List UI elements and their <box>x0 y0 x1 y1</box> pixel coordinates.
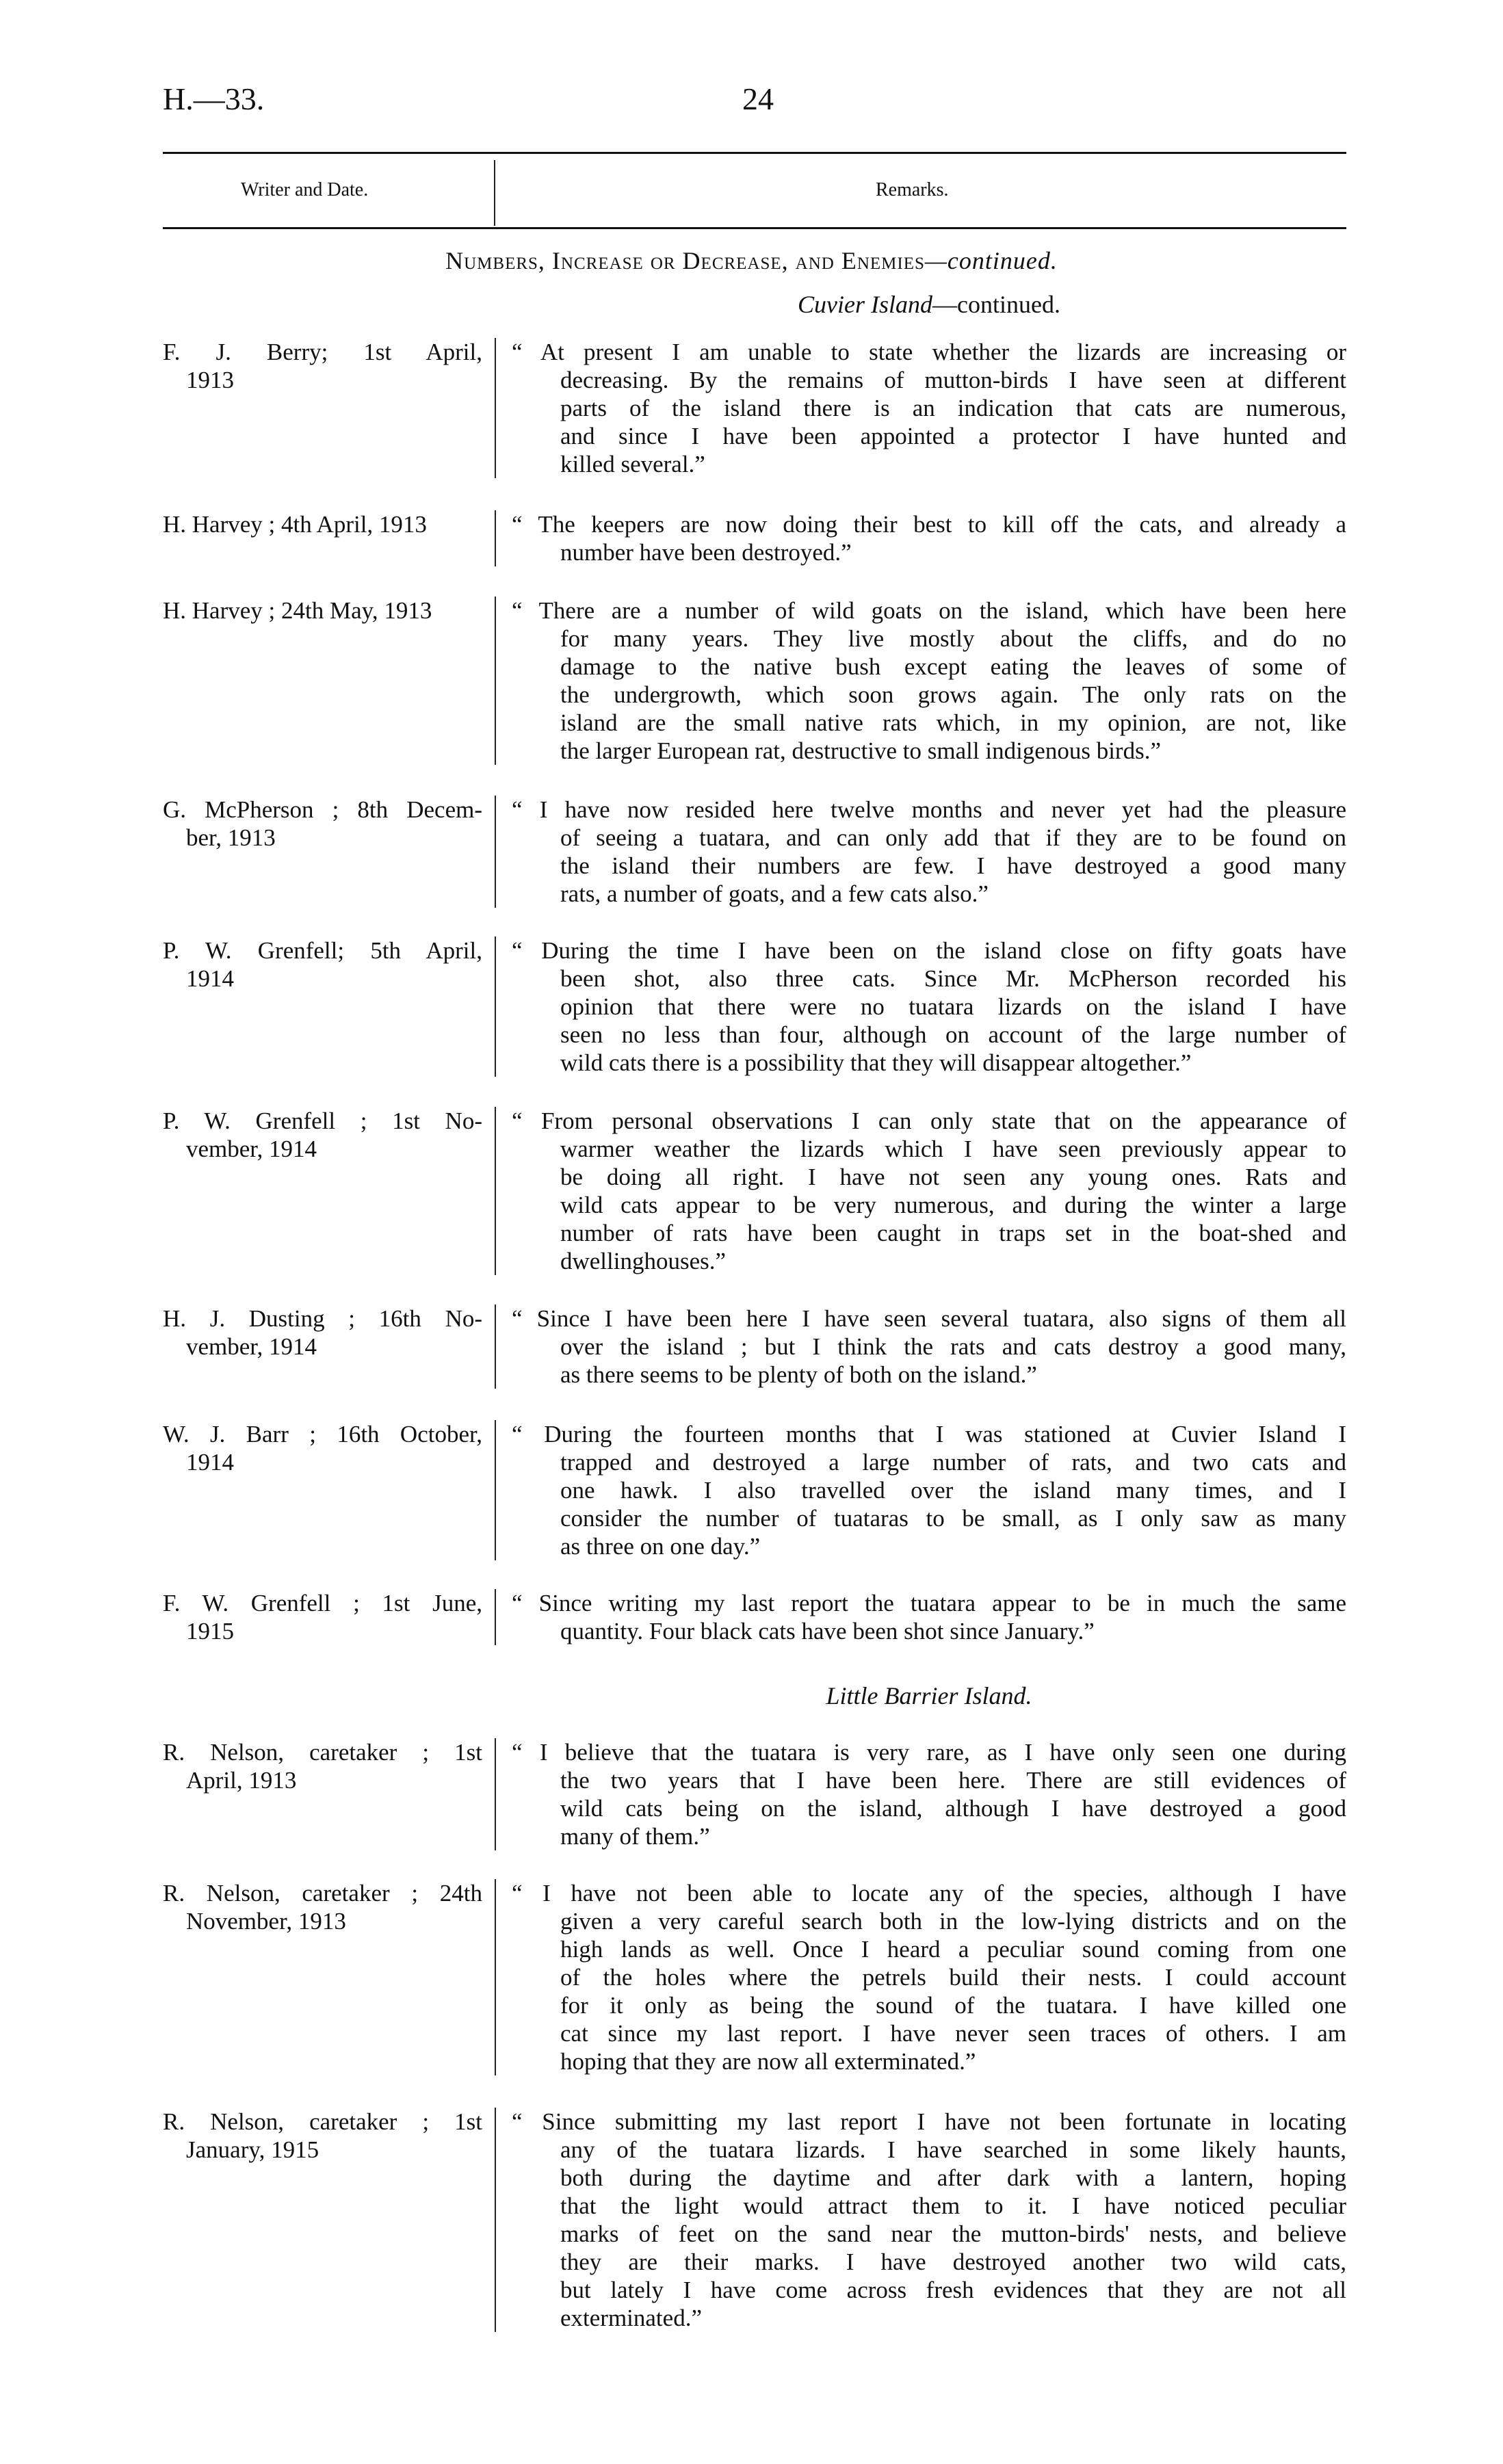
remarks-line: rats, a number of goats, and a few cats also.” <box>560 880 989 907</box>
writer-line: F. W. Grenfell ; 1st June, <box>163 1590 482 1616</box>
remarks-text <box>495 338 1346 478</box>
subheading-cuvier-italic: Cuvier Island <box>798 291 932 318</box>
header-bottom-rule <box>163 227 1346 229</box>
column-header-writer: Writer and Date. <box>241 179 369 200</box>
remarks-line: for it only as being the sound of the tuatara. I have killed one <box>560 1992 1346 2019</box>
writer-line: P. W. Grenfell ; 1st No- <box>163 1108 482 1134</box>
remarks-line: damage to the native bush except eating the leaves of some of <box>560 653 1346 680</box>
remarks-line: they are their marks. I have destroyed another two wild cats, <box>560 2249 1346 2275</box>
top-rule <box>163 152 1346 154</box>
writer-line: W. J. Barr ; 16th October, <box>163 1421 482 1447</box>
remarks-line: “ Since I have been here I have seen several tuatara, also signs of them all <box>512 1305 1346 1332</box>
remarks-line: number have been destroyed.” <box>560 539 852 566</box>
remarks-line: the undergrowth, which soon grows again. The only rats on the <box>560 681 1346 708</box>
remarks-text <box>495 796 1346 908</box>
writer-and-date <box>163 1589 482 1645</box>
remarks-line: but lately I have come across fresh evidences that they are not all <box>560 2277 1346 2303</box>
writer-and-date <box>163 796 482 852</box>
remarks-line: “ There are a number of wild goats on the island, which have been here <box>512 597 1346 624</box>
section-title <box>0 246 1503 275</box>
writer-and-date <box>163 1107 482 1163</box>
writer-and-date <box>163 1420 482 1476</box>
remarks-line: the island their numbers are few. I have destroyed a good many <box>560 852 1346 879</box>
writer-and-date <box>163 597 482 625</box>
remarks-text <box>495 936 1346 1077</box>
remarks-line: number of rats have been caught in traps set in the boat-shed and <box>560 1220 1346 1246</box>
section-title-caps: Numbers, Increase or Decrease, and Enemies <box>445 247 925 274</box>
remarks-line: both during the daytime and after dark with a lantern, hoping <box>560 2164 1346 2191</box>
remarks-line: one hawk. I also travelled over the island many times, and I <box>560 1477 1346 1504</box>
remarks-line: and since I have been appointed a protector I have hunted and <box>560 423 1346 449</box>
remarks-line: of seeing a tuatara, and can only add that if they are to be found on <box>560 824 1346 851</box>
section-title-continued: —continued. <box>924 247 1058 274</box>
writer-line: G. McPherson ; 8th Decem- <box>163 796 482 823</box>
subheading-cuvier-continued: —continued. <box>932 291 1060 318</box>
remarks-text <box>495 1420 1346 1560</box>
remarks-line: high lands as well. Once I heard a peculiar sound coming from one <box>560 1936 1346 1963</box>
remarks-line: opinion that there were no tuatara lizards on the island I have <box>560 993 1346 1020</box>
writer-and-date <box>163 936 482 993</box>
document-id: H.—33. <box>163 81 265 116</box>
remarks-line: any of the tuatara lizards. I have searched in some likely haunts, <box>560 2136 1346 2163</box>
writer-and-date <box>163 1305 482 1361</box>
remarks-line: wild cats being on the island, although I have destroyed a good <box>560 1795 1346 1822</box>
writer-line: H. Harvey ; 24th May, 1913 <box>163 597 432 624</box>
remarks-text <box>495 1738 1346 1850</box>
remarks-line: marks of feet on the sand near the mutton-birds' nests, and believe <box>560 2220 1346 2247</box>
remarks-text <box>495 1589 1346 1645</box>
remarks-text <box>495 510 1346 566</box>
remarks-text <box>495 1107 1346 1275</box>
writer-and-date <box>163 338 482 394</box>
writer-line: April, 1913 <box>186 1767 297 1794</box>
remarks-line: “ I have now resided here twelve months and never yet had the pleasure <box>512 796 1346 823</box>
remarks-line: “ During the time I have been on the island close on fifty goats have <box>512 937 1346 964</box>
remarks-line: that the light would attract them to it. I have noticed peculiar <box>560 2192 1346 2219</box>
remarks-line: the two years that I have been here. There are still evidences of <box>560 1767 1346 1794</box>
remarks-line: cat since my last report. I have never seen traces of others. I am <box>560 2020 1346 2047</box>
remarks-line: wild cats appear to be very numerous, and during the winter a large <box>560 1192 1346 1218</box>
writer-line: R. Nelson, caretaker ; 24th <box>163 1880 482 1906</box>
remarks-line: “ I have not been able to locate any of the species, although I have <box>512 1880 1346 1906</box>
remarks-text <box>495 1305 1346 1389</box>
writer-line: 1914 <box>186 965 234 992</box>
column-header-remarks: Remarks. <box>876 179 949 200</box>
remarks-line: “ Since submitting my last report I have not been fortunate in locating <box>512 2108 1346 2135</box>
writer-line: P. W. Grenfell; 5th April, <box>163 937 482 964</box>
writer-line: 1913 <box>186 367 234 393</box>
remarks-line: wild cats there is a possibility that they will disappear altogether.” <box>560 1049 1192 1076</box>
writer-line: R. Nelson, caretaker ; 1st <box>163 1739 482 1766</box>
remarks-line: hoping that they are now all exterminated.” <box>560 2048 976 2075</box>
page-number: 24 <box>742 81 774 116</box>
writer-line: F. J. Berry; 1st April, <box>163 339 482 365</box>
writer-line: R. Nelson, caretaker ; 1st <box>163 2108 482 2135</box>
writer-and-date <box>163 2108 482 2164</box>
remarks-line: parts of the island there is an indication that cats are numerous, <box>560 395 1346 421</box>
remarks-line: warmer weather the lizards which I have seen previously appear to <box>560 1136 1346 1162</box>
remarks-line: for many years. They live mostly about the cliffs, and do no <box>560 625 1346 652</box>
remarks-line: “ From personal observations I can only state that on the appearance of <box>512 1108 1346 1134</box>
writer-line: January, 1915 <box>186 2136 319 2163</box>
writer-line: ber, 1913 <box>186 824 276 851</box>
remarks-line: as there seems to be plenty of both on the island.” <box>560 1361 1037 1388</box>
remarks-line: “ During the fourteen months that I was stationed at Cuvier Island I <box>512 1421 1346 1447</box>
remarks-line: decreasing. By the remains of mutton-birds I have seen at different <box>560 367 1346 393</box>
remarks-text <box>495 1879 1346 2075</box>
remarks-line: “ At present I am unable to state whether the lizards are increasing or <box>512 339 1346 365</box>
remarks-line: as three on one day.” <box>560 1533 761 1560</box>
remarks-line: “ The keepers are now doing their best to kill off the cats, and already a <box>512 511 1346 538</box>
writer-line: H. Harvey ; 4th April, 1913 <box>163 511 427 538</box>
remarks-line: exterminated.” <box>560 2305 702 2331</box>
writer-line: H. J. Dusting ; 16th No- <box>163 1305 482 1332</box>
remarks-line: quantity. Four black cats have been shot since January.” <box>560 1618 1095 1644</box>
writer-line: vember, 1914 <box>186 1333 317 1360</box>
writer-line: 1914 <box>186 1449 234 1476</box>
remarks-line: killed several.” <box>560 451 705 477</box>
remarks-line: “ Since writing my last report the tuatara appear to be in much the same <box>512 1590 1346 1616</box>
writer-line: 1915 <box>186 1618 234 1644</box>
remarks-line: seen no less than four, although on account of the large number of <box>560 1021 1346 1048</box>
writer-and-date <box>163 1738 482 1794</box>
remarks-line: over the island ; but I think the rats and cats destroy a good many, <box>560 1333 1346 1360</box>
subheading-little-barrier-text: Little Barrier Island. <box>826 1682 1032 1709</box>
subheading-little-barrier-island <box>512 1681 1346 1710</box>
remarks-line: dwellinghouses.” <box>560 1248 727 1274</box>
remarks-text <box>495 2108 1346 2332</box>
remarks-line: island are the small native rats which, in my opinion, are not, like <box>560 709 1346 736</box>
remarks-line: of the holes where the petrels build their nests. I could account <box>560 1964 1346 1991</box>
remarks-line: the larger European rat, destructive to small indigenous birds.” <box>560 737 1161 764</box>
remarks-line: be doing all right. I have not seen any young ones. Rats and <box>560 1164 1346 1190</box>
writer-and-date <box>163 510 482 538</box>
writer-line: vember, 1914 <box>186 1136 317 1162</box>
remarks-line: given a very careful search both in the low-lying districts and on the <box>560 1908 1346 1935</box>
writer-and-date <box>163 1879 482 1935</box>
subheading-cuvier-island <box>512 290 1346 319</box>
remarks-line: been shot, also three cats. Since Mr. McPherson recorded his <box>560 965 1346 992</box>
remarks-line: consider the number of tuataras to be small, as I only saw as many <box>560 1505 1346 1532</box>
remarks-line: trapped and destroyed a large number of rats, and two cats and <box>560 1449 1346 1476</box>
writer-line: November, 1913 <box>186 1908 346 1935</box>
remarks-line: “ I believe that the tuatara is very rare, as I have only seen one during <box>512 1739 1346 1766</box>
remarks-text <box>495 597 1346 765</box>
column-divider <box>494 160 495 226</box>
remarks-line: many of them.” <box>560 1823 710 1850</box>
